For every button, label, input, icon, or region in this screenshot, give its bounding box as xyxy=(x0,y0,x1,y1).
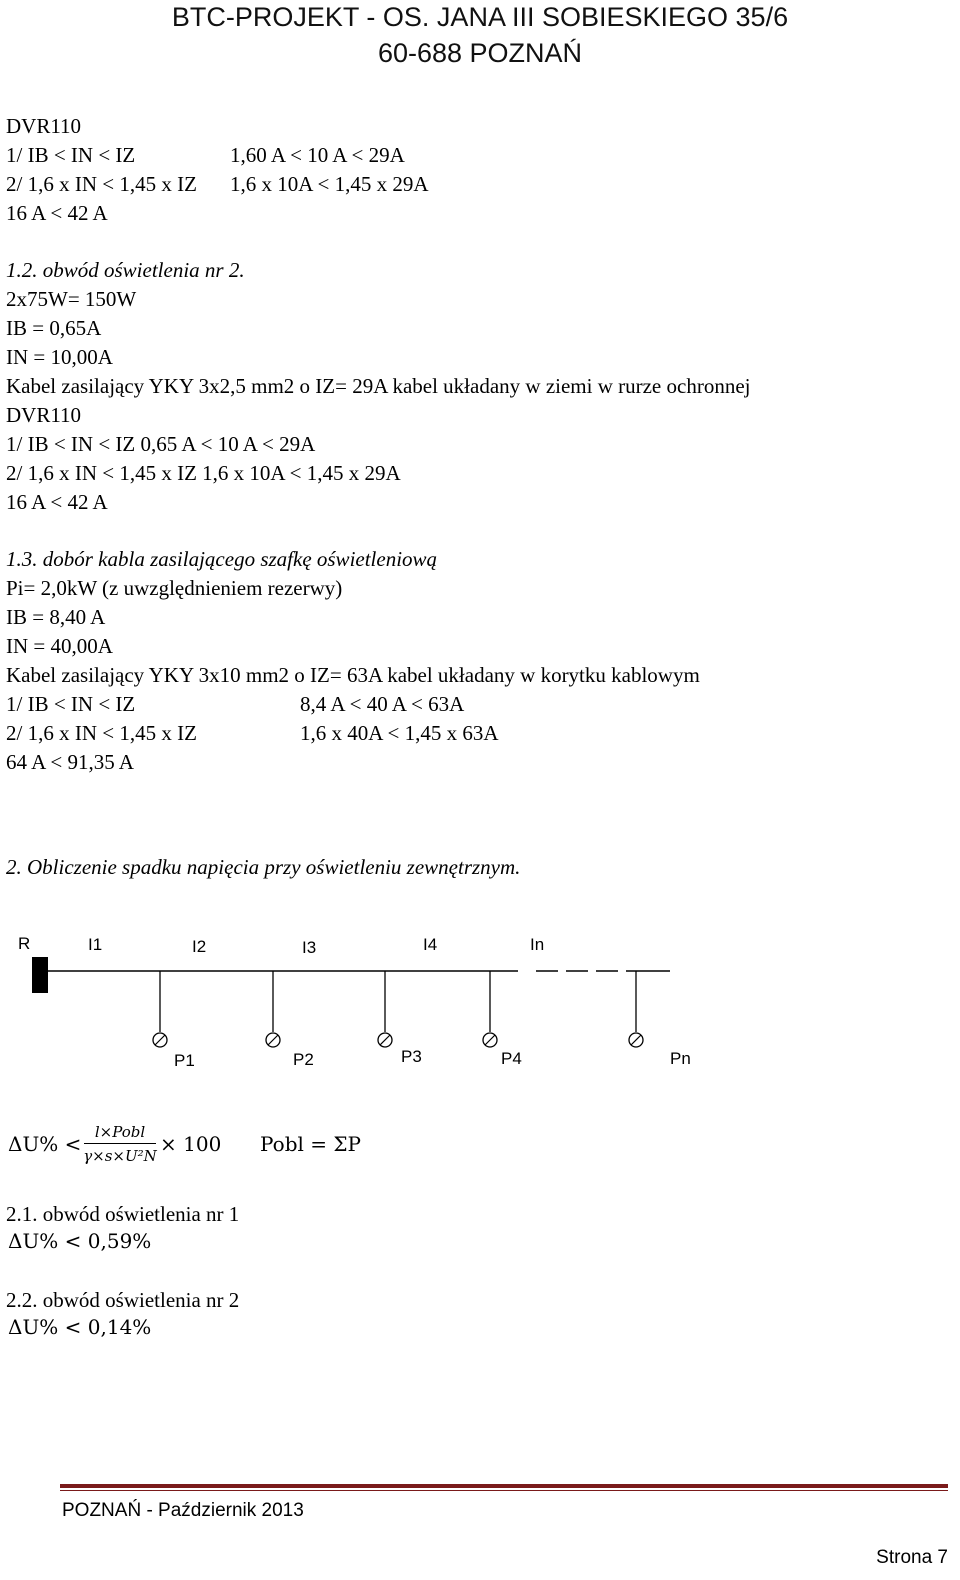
source-label: R xyxy=(18,934,31,953)
power-line: 2x75W= 150W xyxy=(6,287,137,311)
load-label-p4: P4 xyxy=(501,1049,522,1068)
current-label-i4: I4 xyxy=(423,935,438,954)
current-label-i1: I1 xyxy=(88,935,103,954)
load-branch-4 xyxy=(483,971,497,1047)
footer-rule xyxy=(60,1484,948,1488)
current-label-i3: I3 xyxy=(302,938,317,957)
load-branch-3 xyxy=(378,971,392,1047)
load-branch-2 xyxy=(266,971,280,1047)
condition-result: 16 A < 42 A xyxy=(6,490,108,514)
section-2-2-title: 2.2. obwód oświetlenia nr 2 xyxy=(6,1288,240,1312)
section-2-title: 2. Obliczenie spadku napięcia przy oświetleniu zewnętrznym. xyxy=(6,855,521,879)
formula-pobl: Pobl = ΣP xyxy=(260,1132,361,1156)
in-line: IN = 10,00A xyxy=(6,345,113,369)
current-label-i2: I2 xyxy=(192,937,207,956)
condition-2-label: 2/ 1,6 x IN < 1,45 x IZ xyxy=(6,721,197,745)
condition-1-label: 1/ IB < IN < IZ xyxy=(6,143,136,167)
dvr-label: DVR110 xyxy=(6,403,82,427)
formula-numerator: l×Pobl xyxy=(94,1123,146,1141)
condition-2-value: 1,6 x 40A < 1,45 x 63A xyxy=(300,721,499,745)
section-2-1-title: 2.1. obwód oświetlenia nr 1 xyxy=(6,1202,240,1226)
condition-1-value: 1,60 A < 10 A < 29A xyxy=(230,143,405,167)
cable-line: Kabel zasilający YKY 3x10 mm2 o IZ= 63A kabel układany w korytku kablowym xyxy=(6,663,700,687)
load-label-p1: P1 xyxy=(174,1051,195,1070)
cable-line: Kabel zasilający YKY 3x2,5 mm2 o IZ= 29A kabel układany w ziemi w rurze ochronnej xyxy=(6,374,751,398)
section-2-2-result: ΔU% < 0,14% xyxy=(8,1315,152,1339)
load-label-p3: P3 xyxy=(401,1047,422,1066)
current-label-in: In xyxy=(530,935,545,954)
formula-lhs: ΔU% < xyxy=(8,1132,82,1156)
load-label-p2: P2 xyxy=(293,1050,314,1069)
condition-1: 1/ IB < IN < IZ 0,65 A < 10 A < 29A xyxy=(6,432,316,456)
condition-result: 16 A < 42 A xyxy=(6,201,108,225)
condition-2-label: 2/ 1,6 x IN < 1,45 x IZ xyxy=(6,172,197,196)
ib-line: IB = 8,40 A xyxy=(6,605,106,629)
formula-times: × 100 xyxy=(160,1132,222,1156)
load-branch-1 xyxy=(153,971,167,1047)
section-1-2-title: 1.2. obwód oświetlenia nr 2. xyxy=(6,258,245,282)
header-address-line2: 60-688 POZNAŃ xyxy=(377,38,583,68)
section-2-1-result: ΔU% < 0,59% xyxy=(8,1229,152,1253)
dvr-label: DVR110 xyxy=(6,114,82,138)
header-address-line1: BTC-PROJEKT - OS. JANA III SOBIESKIEGO 35/6 xyxy=(171,2,789,32)
power-line: Pi= 2,0kW (z uwzględnieniem rezerwy) xyxy=(6,576,343,600)
condition-1-value: 8,4 A < 40 A < 63A xyxy=(300,692,465,716)
footer-place-date: POZNAŃ - Październik 2013 xyxy=(62,1500,304,1521)
ib-line: IB = 0,65A xyxy=(6,316,102,340)
condition-2: 2/ 1,6 x IN < 1,45 x IZ 1,6 x 10A < 1,45 x 29A xyxy=(6,461,401,485)
section-1-3-title: 1.3. dobór kabla zasilającego szafkę oświetleniową xyxy=(6,547,438,571)
fraction-bar xyxy=(84,1143,156,1144)
in-line: IN = 40,00A xyxy=(6,634,113,658)
condition-result: 64 A < 91,35 A xyxy=(6,750,134,774)
formula-denominator: γ×s×U²N xyxy=(83,1147,157,1165)
page-number: Strona 7 xyxy=(876,1547,948,1568)
condition-1-label: 1/ IB < IN < IZ xyxy=(6,692,136,716)
load-label-pn: Pn xyxy=(670,1049,691,1068)
source-block xyxy=(32,957,48,993)
load-branch-n xyxy=(629,971,643,1047)
circuit-diagram xyxy=(0,920,960,1080)
condition-2-value: 1,6 x 10A < 1,45 x 29A xyxy=(230,172,429,196)
footer-rule-thin xyxy=(60,1490,948,1491)
